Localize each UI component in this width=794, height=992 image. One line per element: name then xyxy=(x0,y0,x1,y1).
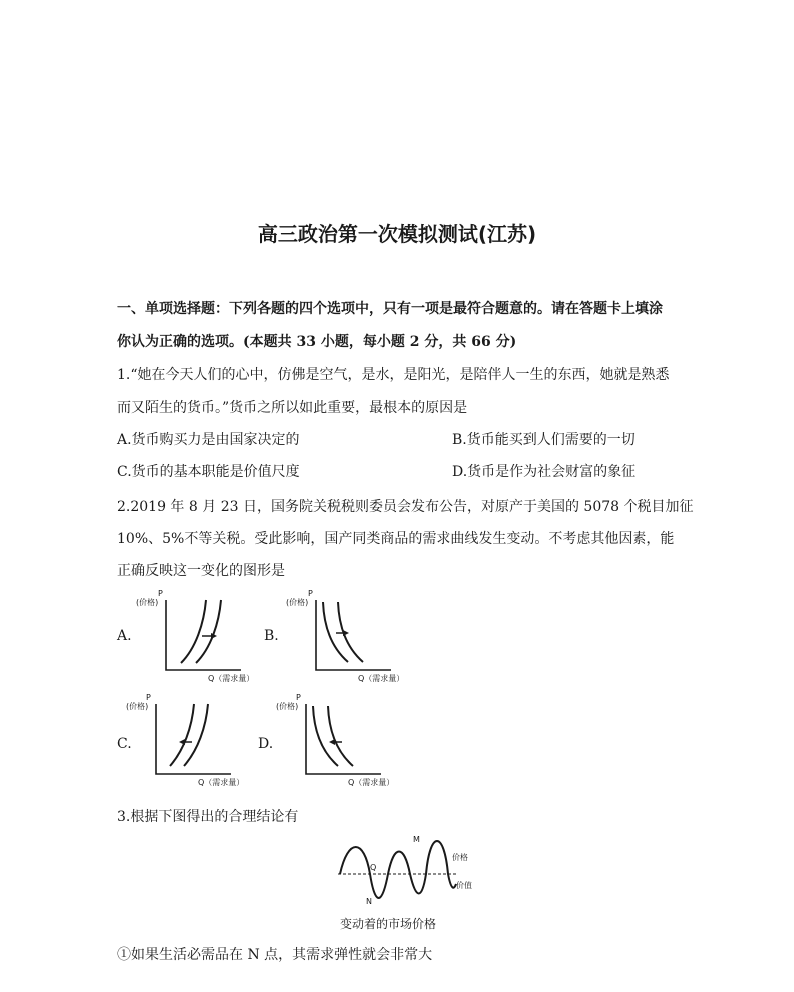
graph-a-p-label: P xyxy=(158,589,163,598)
graph-d-arrowhead xyxy=(329,739,335,745)
graph-b-axes xyxy=(316,600,391,670)
q2-stem-line-1: 2.2019 年 8 月 23 日，国务院关税税则委员会发布公告，对原产于美国的 5078 个税目加征 xyxy=(117,499,694,515)
graph-d-p-label: P xyxy=(296,693,301,702)
q2-graph-b xyxy=(286,588,406,683)
q2-option-a-label: A. xyxy=(117,628,132,644)
q1-option-c: C.货币的基本职能是价值尺度 xyxy=(117,464,300,480)
q1-stem-line-2: 而又陌生的货币。”货币之所以如此重要，最根本的原因是 xyxy=(117,400,468,416)
graph-b-x-label: Q（需求量） xyxy=(358,674,405,683)
q1-option-a: A.货币购买力是由国家决定的 xyxy=(117,432,300,448)
graph-d-axes xyxy=(306,704,381,774)
q3-item-1: ①如果生活必需品在 N 点，其需求弹性就会非常大 xyxy=(117,947,433,963)
q1-option-b: B.货币能买到人们需要的一切 xyxy=(452,432,635,448)
q3-price-curve xyxy=(340,841,456,898)
graph-d-x-label: Q（需求量） xyxy=(348,778,395,787)
graph-a-curve-1 xyxy=(181,600,206,663)
graph-d-curve-2 xyxy=(328,706,353,766)
q3-label-price: 价格 xyxy=(452,853,468,862)
graph-c-x-label: Q（需求量） xyxy=(198,778,245,787)
q2-graph-d xyxy=(276,692,396,787)
q3-stem-line-1: 3.根据下图得出的合理结论有 xyxy=(117,809,299,825)
q3-label-m: M xyxy=(413,835,420,844)
q2-option-c-label: C. xyxy=(117,736,132,752)
q2-option-d-label: D. xyxy=(258,736,274,752)
q2-option-b-label: B. xyxy=(264,628,279,644)
q3-figure-caption: 变动着的市场价格 xyxy=(340,917,437,931)
q1-stem-line-1: 1.“她在今天人们的心中，仿佛是空气，是水，是阳光，是陪伴人一生的东西，她就是熟悉 xyxy=(117,367,670,383)
graph-b-p-label: P xyxy=(308,589,313,598)
q2-graph-a xyxy=(136,588,256,683)
graph-a-axes xyxy=(166,600,241,670)
graph-b-y-label: (价格) xyxy=(286,598,309,607)
q2-stem-line-2: 10%、5%不等关税。受此影响，国产同类商品的需求曲线发生变动。不考虑其他因素，能 xyxy=(117,531,675,547)
graph-c-p-label: P xyxy=(146,693,151,702)
graph-b-curve-2 xyxy=(338,602,363,662)
graph-d-y-label: (价格) xyxy=(276,702,299,711)
q2-stem-line-3: 正确反映这一变化的图形是 xyxy=(117,563,285,579)
section-heading-line-1: 一、单项选择题：下列各题的四个选项中，只有一项是最符合题意的。请在答题卡上填涂 xyxy=(117,301,663,317)
graph-c-y-label: (价格) xyxy=(126,702,149,711)
graph-b-arrowhead xyxy=(343,630,349,636)
q1-option-d: D.货币是作为社会财富的象征 xyxy=(452,464,636,480)
page-title: 高三政治第一次模拟测试(江苏) xyxy=(257,222,537,246)
graph-c-arrowhead xyxy=(179,739,185,745)
section-heading-line-2: 你认为正确的选项。(本题共 33 小题，每小题 2 分，共 66 分) xyxy=(117,334,517,350)
q2-graph-c xyxy=(126,692,246,787)
q3-label-n: N xyxy=(366,897,372,906)
q3-figure xyxy=(330,830,490,936)
q3-label-q: Q xyxy=(370,863,377,872)
graph-a-y-label: (价格) xyxy=(136,598,159,607)
graph-a-x-label: Q（需求量） xyxy=(208,674,255,683)
q3-label-value: 价值 xyxy=(456,881,472,890)
